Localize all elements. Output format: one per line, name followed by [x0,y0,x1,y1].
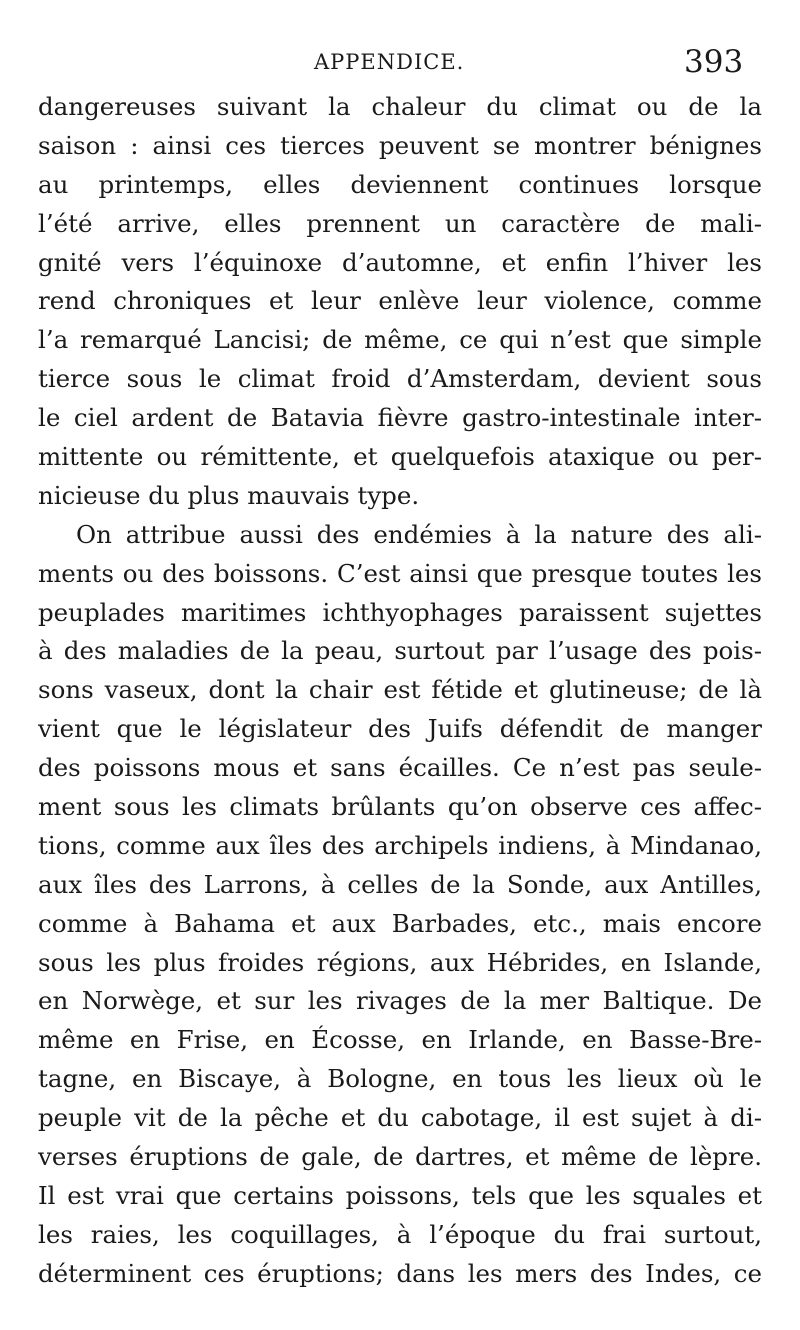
text-line: au printemps, elles deviennent continues lorsque [38,169,762,199]
text-line: en Norwège, et sur les rivages de la mer Baltique. De [38,986,762,1016]
text-line: gnité vers l’équinoxe d’automne, et enfin l’hiver les [38,247,762,277]
text-line: mittente ou rémittente, et quelquefois ataxique ou per- [38,442,762,472]
text-line: ments ou des boissons. C’est ainsi que presque toutes les [38,558,762,588]
text-line: tagne, en Biscaye, à Bologne, en tous les lieux où le [38,1064,762,1094]
text-line: même en Frise, en Écosse, en Irlande, en Basse-Bre- [38,1025,762,1055]
text-line: les raies, les coquillages, à l’époque du frai surtout, [38,1219,762,1249]
text-line: vient que le législateur des Juifs défendit de manger [38,714,762,744]
text-line: tierce sous le climat froid d’Amsterdam, devient sous [38,364,762,394]
text-line: des poissons mous et sans écailles. Ce n’est pas seule- [38,753,762,783]
text-line: rend chroniques et leur enlève leur violence, comme [38,286,762,316]
text-line: le ciel ardent de Batavia fièvre gastro-intestinale inter- [38,403,762,433]
text-line: peuplades maritimes ichthyophages paraissent sujettes [38,597,762,627]
text-line: Il est vrai que certains poissons, tels que les squales et [38,1180,762,1210]
text-line: verses éruptions de gale, de dartres, et même de lèpre. [38,1142,762,1172]
text-line: l’a remarqué Lancisi; de même, ce qui n’est que simple [38,325,762,355]
text-line: à des maladies de la peau, surtout par l’usage des pois- [38,636,762,666]
text-line: On attribue aussi des endémies à la nature des ali- [76,519,762,549]
text-line: déterminent ces éruptions; dans les mers des Indes, ce [38,1258,762,1288]
text-line: saison : ainsi ces tierces peuvent se montrer bénignes [38,130,762,160]
text-line: nicieuse du plus mauvais type. [38,480,420,510]
page-header [0,44,800,84]
text-line: sons vaseux, dont la chair est fétide et glutineuse; de là [38,675,762,705]
text-line: sous les plus froides régions, aux Hébrides, en Islande, [38,947,762,977]
text-line: aux îles des Larrons, à celles de la Sonde, aux Antilles, [38,869,762,899]
text-line: l’été arrive, elles prennent un caractère de mali- [38,208,762,238]
body-text [38,88,762,1294]
text-line: dangereuses suivant la chaleur du climat ou de la [38,92,762,121]
running-title: APPENDICE. [314,50,465,74]
text-line: ment sous les climats brûlants qu’on observe ces affec- [38,792,762,822]
page-number: 393 [684,44,744,80]
text-line: peuple vit de la pêche et du cabotage, il est sujet à di- [38,1103,762,1133]
text-line: comme à Bahama et aux Barbades, etc., mais encore [38,908,762,938]
text-line: tions, comme aux îles des archipels indiens, à Mindanao, [38,830,762,860]
